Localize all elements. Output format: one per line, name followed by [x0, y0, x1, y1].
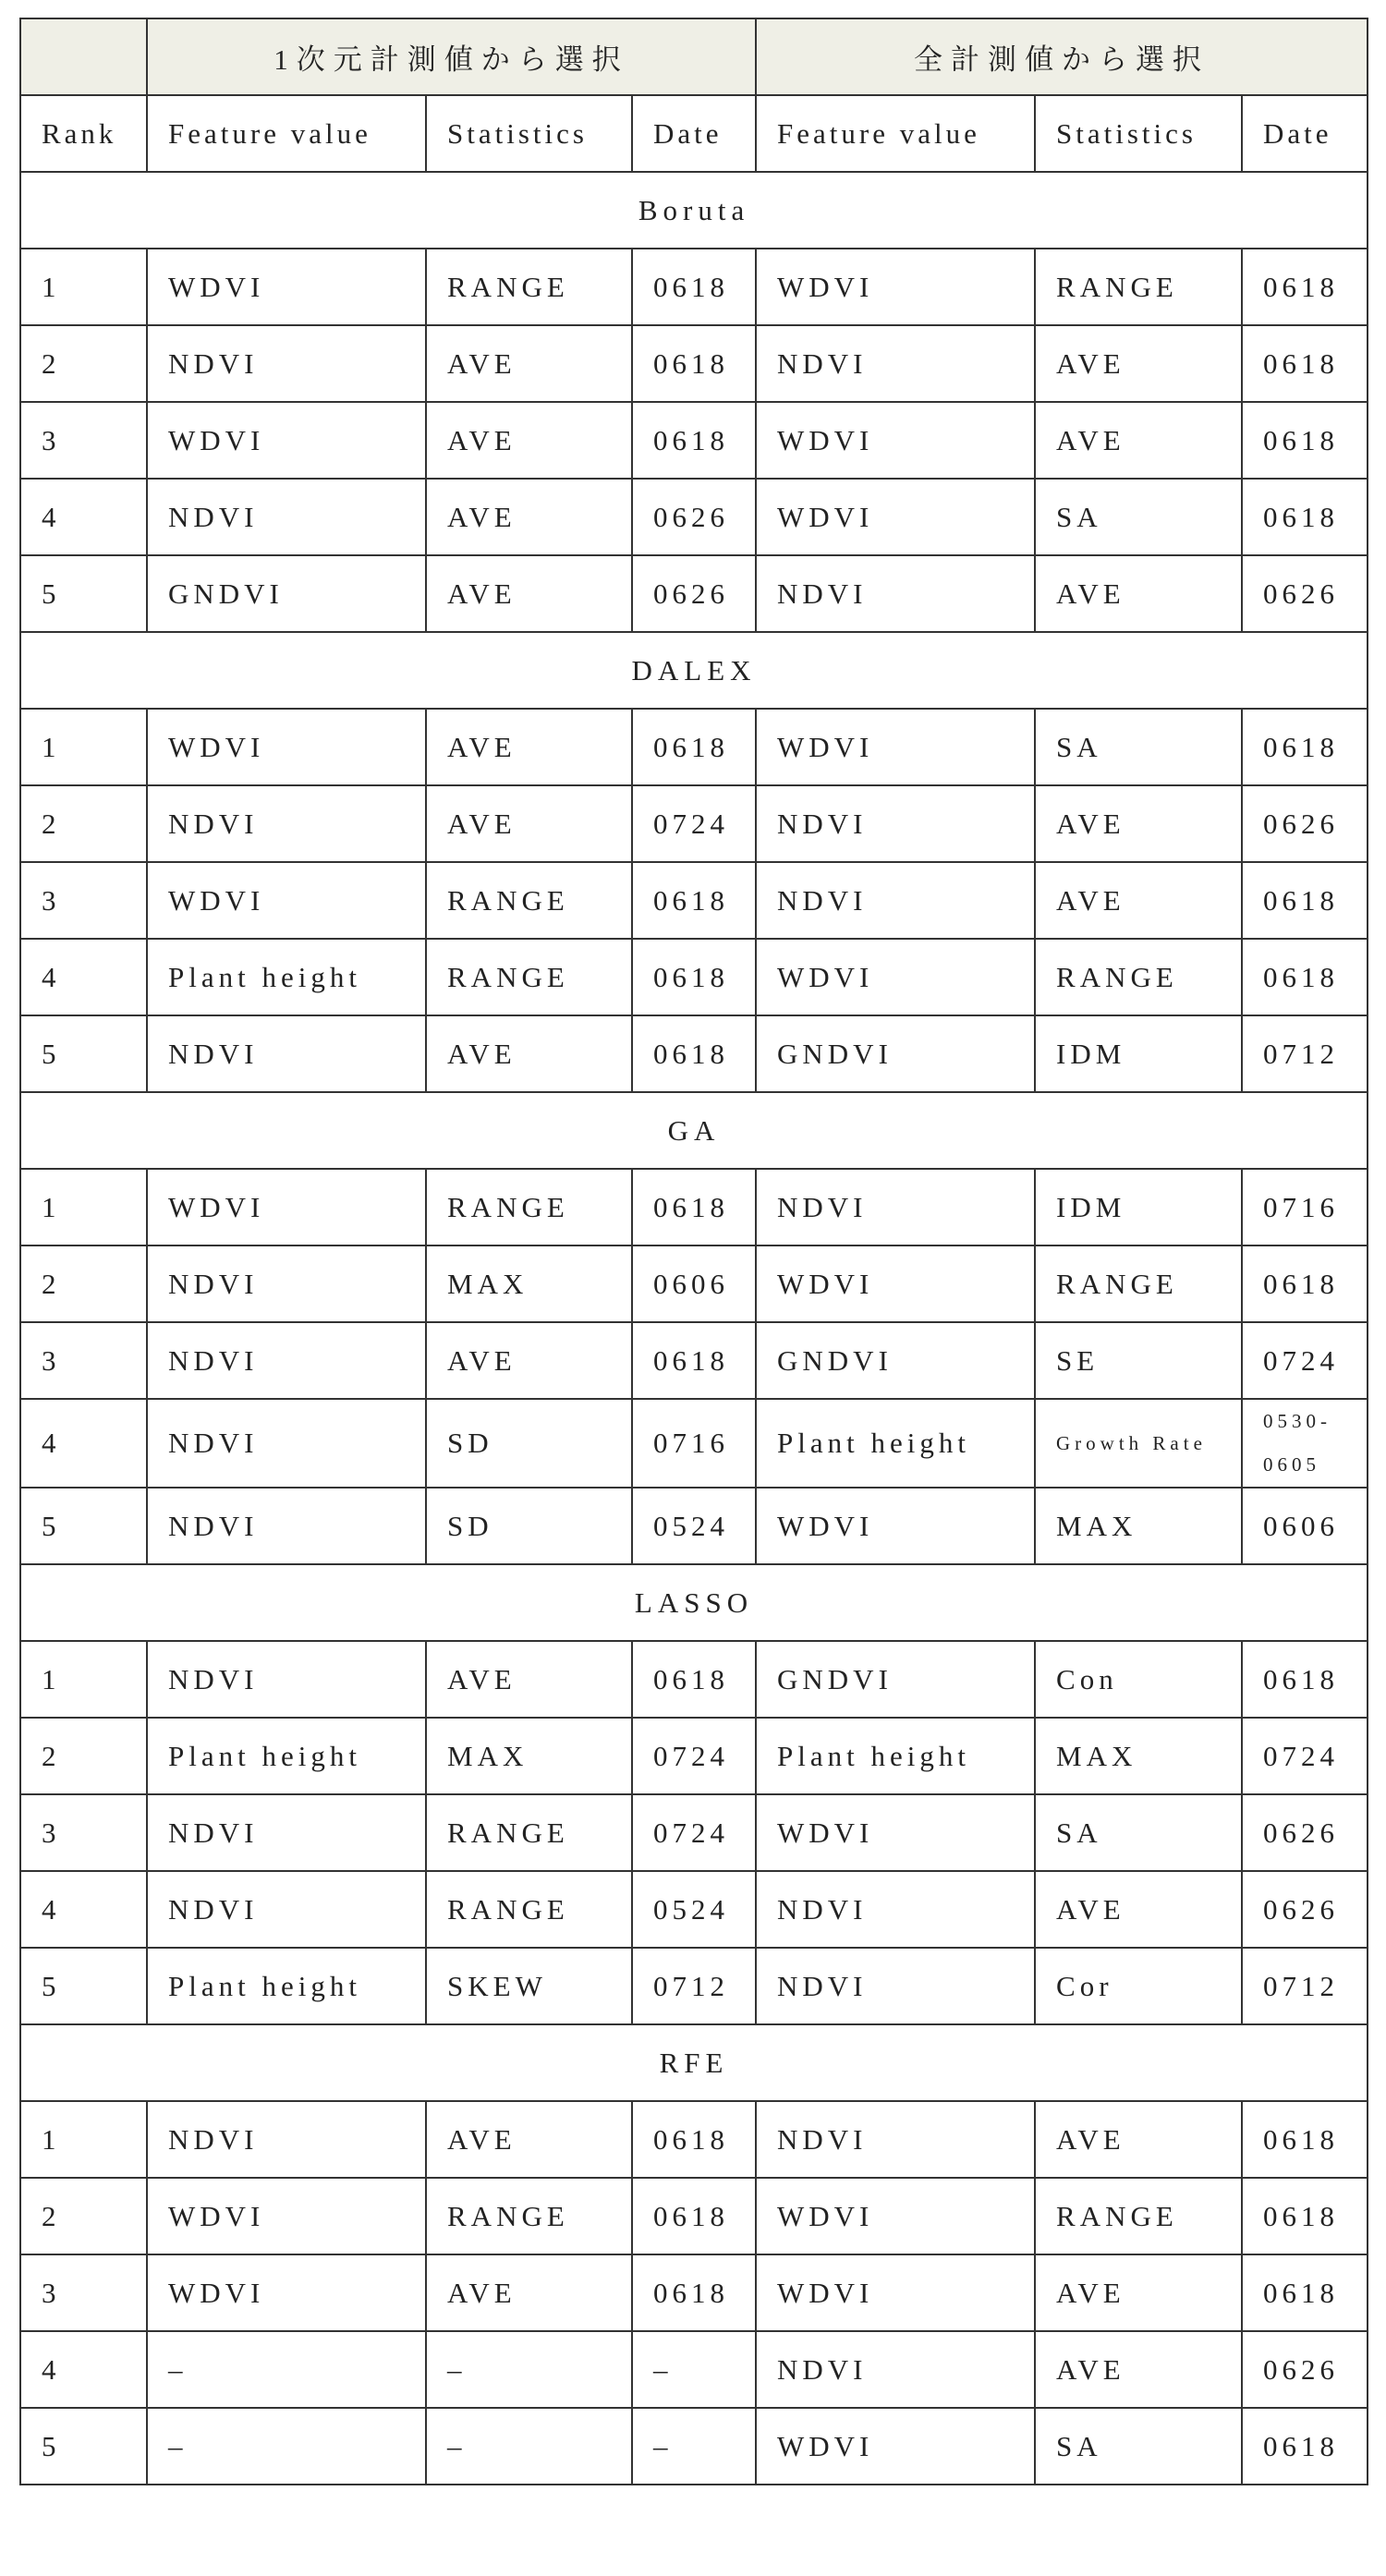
section-title: DALEX	[20, 632, 1368, 709]
feature-cell: WDVI	[147, 862, 426, 939]
feature-cell: Plant height	[756, 1718, 1035, 1794]
date-cell: 0712	[1242, 1015, 1368, 1092]
date-cell: 0724	[632, 785, 756, 862]
feature-cell: GNDVI	[756, 1015, 1035, 1092]
feature-cell: WDVI	[756, 1488, 1035, 1564]
feature-cell: NDVI	[756, 2331, 1035, 2408]
date-cell: 0626	[632, 479, 756, 555]
section-row	[20, 172, 1368, 249]
column-header-feature: Feature value	[147, 95, 426, 172]
date-cell: 0618	[632, 2254, 756, 2331]
date-cell: 0524	[632, 1871, 756, 1948]
statistics-cell: MAX	[1035, 1488, 1242, 1564]
feature-cell: WDVI	[756, 402, 1035, 479]
feature-cell: GNDVI	[756, 1641, 1035, 1718]
feature-cell: WDVI	[147, 709, 426, 785]
column-header-date: Date	[1242, 95, 1368, 172]
date-cell: 0724	[1242, 1322, 1368, 1399]
feature-cell: NDVI	[147, 785, 426, 862]
rank-cell: 2	[20, 1245, 147, 1322]
statistics-cell: AVE	[426, 2254, 632, 2331]
table-row	[20, 2408, 1368, 2485]
feature-cell: Plant height	[147, 1718, 426, 1794]
statistics-cell: MAX	[1035, 1718, 1242, 1794]
table-row	[20, 1015, 1368, 1092]
feature-cell: WDVI	[756, 2408, 1035, 2485]
group-header-all: 全計測値から選択	[756, 18, 1368, 95]
statistics-cell: RANGE	[426, 939, 632, 1015]
date-cell: 0626	[1242, 785, 1368, 862]
table-row	[20, 2178, 1368, 2254]
feature-cell: NDVI	[756, 2101, 1035, 2178]
feature-cell: WDVI	[756, 479, 1035, 555]
feature-cell: Plant height	[147, 1948, 426, 2024]
statistics-cell: AVE	[1035, 325, 1242, 402]
date-cell: 0618	[1242, 402, 1368, 479]
date-cell: 0618	[632, 1169, 756, 1245]
statistics-cell: AVE	[426, 555, 632, 632]
feature-cell: NDVI	[147, 1794, 426, 1871]
statistics-cell: SA	[1035, 479, 1242, 555]
section-title: LASSO	[20, 1564, 1368, 1641]
feature-cell: WDVI	[756, 939, 1035, 1015]
feature-ranking-table	[19, 18, 1368, 2485]
date-cell: 0626	[1242, 2331, 1368, 2408]
rank-cell: 3	[20, 862, 147, 939]
statistics-cell: AVE	[426, 402, 632, 479]
table-row	[20, 2101, 1368, 2178]
statistics-cell: IDM	[1035, 1169, 1242, 1245]
date-cell: –	[632, 2331, 756, 2408]
rank-cell: 1	[20, 2101, 147, 2178]
statistics-cell: RANGE	[426, 1871, 632, 1948]
statistics-cell: –	[426, 2331, 632, 2408]
date-cell: 0618	[1242, 1641, 1368, 1718]
statistics-cell: AVE	[426, 479, 632, 555]
group-header-empty	[20, 18, 147, 95]
section-row	[20, 632, 1368, 709]
feature-cell: WDVI	[147, 402, 426, 479]
feature-cell: NDVI	[147, 325, 426, 402]
date-cell: 0618	[1242, 2178, 1368, 2254]
rank-cell: 5	[20, 555, 147, 632]
feature-cell: WDVI	[756, 249, 1035, 325]
table-row	[20, 1641, 1368, 1718]
statistics-cell: RANGE	[1035, 249, 1242, 325]
date-cell: 0618	[632, 2178, 756, 2254]
statistics-cell: AVE	[1035, 2254, 1242, 2331]
statistics-cell: AVE	[426, 1641, 632, 1718]
statistics-cell: AVE	[1035, 402, 1242, 479]
feature-cell: NDVI	[147, 1322, 426, 1399]
statistics-cell: AVE	[1035, 1871, 1242, 1948]
feature-cell: NDVI	[147, 479, 426, 555]
statistics-cell: SD	[426, 1399, 632, 1488]
statistics-cell: AVE	[1035, 862, 1242, 939]
date-cell: 0618	[632, 2101, 756, 2178]
statistics-cell: MAX	[426, 1245, 632, 1322]
date-cell: 0618	[632, 1015, 756, 1092]
date-cell: –	[632, 2408, 756, 2485]
table-row	[20, 249, 1368, 325]
statistics-cell: RANGE	[426, 1169, 632, 1245]
table-row	[20, 1794, 1368, 1871]
table-row	[20, 1169, 1368, 1245]
feature-cell: NDVI	[756, 1169, 1035, 1245]
feature-cell: NDVI	[147, 1015, 426, 1092]
statistics-cell: RANGE	[426, 2178, 632, 2254]
table-row	[20, 709, 1368, 785]
table-row	[20, 402, 1368, 479]
date-cell: 0618	[632, 862, 756, 939]
feature-cell: NDVI	[147, 2101, 426, 2178]
table-row	[20, 2331, 1368, 2408]
statistics-cell: AVE	[1035, 785, 1242, 862]
date-cell: 0724	[1242, 1718, 1368, 1794]
column-header-statistics: Statistics	[1035, 95, 1242, 172]
statistics-cell: RANGE	[1035, 1245, 1242, 1322]
table-row	[20, 479, 1368, 555]
feature-cell: WDVI	[756, 709, 1035, 785]
feature-cell: NDVI	[756, 862, 1035, 939]
column-header-statistics: Statistics	[426, 95, 632, 172]
rank-cell: 4	[20, 1399, 147, 1488]
date-cell: 0618	[1242, 325, 1368, 402]
feature-cell: WDVI	[147, 2178, 426, 2254]
group-header-row	[20, 18, 1368, 95]
feature-cell: NDVI	[756, 1871, 1035, 1948]
date-cell: 0618	[1242, 939, 1368, 1015]
table-row	[20, 1948, 1368, 2024]
rank-cell: 4	[20, 2331, 147, 2408]
rank-cell: 5	[20, 1948, 147, 2024]
rank-cell: 2	[20, 325, 147, 402]
feature-cell: NDVI	[147, 1641, 426, 1718]
rank-cell: 2	[20, 1718, 147, 1794]
statistics-cell: AVE	[1035, 555, 1242, 632]
rank-cell: 5	[20, 1015, 147, 1092]
rank-cell: 1	[20, 1169, 147, 1245]
statistics-cell: AVE	[1035, 2331, 1242, 2408]
feature-cell: WDVI	[756, 1245, 1035, 1322]
date-cell: 0618	[632, 709, 756, 785]
feature-cell: Plant height	[147, 939, 426, 1015]
date-cell: 0606	[632, 1245, 756, 1322]
date-cell: 0618	[632, 402, 756, 479]
rank-cell: 4	[20, 479, 147, 555]
statistics-cell: Growth Rate	[1035, 1399, 1242, 1488]
rank-cell: 3	[20, 1322, 147, 1399]
rank-cell: 3	[20, 1794, 147, 1871]
feature-cell: WDVI	[756, 1794, 1035, 1871]
feature-cell: GNDVI	[756, 1322, 1035, 1399]
statistics-cell: –	[426, 2408, 632, 2485]
table-row	[20, 555, 1368, 632]
table-row	[20, 1871, 1368, 1948]
feature-cell: NDVI	[756, 1948, 1035, 2024]
date-cell: 0618	[1242, 2101, 1368, 2178]
date-cell: 0618	[1242, 709, 1368, 785]
group-header-1d: 1次元計測値から選択	[147, 18, 756, 95]
date-cell: 0716	[1242, 1169, 1368, 1245]
rank-cell: 5	[20, 2408, 147, 2485]
date-cell: 0712	[632, 1948, 756, 2024]
date-cell: 0618	[1242, 249, 1368, 325]
statistics-cell: AVE	[426, 709, 632, 785]
rank-cell: 4	[20, 1871, 147, 1948]
date-cell: 0712	[1242, 1948, 1368, 2024]
date-cell: 0618	[1242, 862, 1368, 939]
feature-cell: NDVI	[147, 1399, 426, 1488]
statistics-cell: RANGE	[426, 862, 632, 939]
date-cell: 0618	[1242, 1245, 1368, 1322]
table-row	[20, 325, 1368, 402]
statistics-cell: RANGE	[426, 1794, 632, 1871]
feature-cell: GNDVI	[147, 555, 426, 632]
feature-cell: NDVI	[147, 1488, 426, 1564]
feature-cell: WDVI	[147, 2254, 426, 2331]
date-cell: 0618	[632, 1322, 756, 1399]
statistics-cell: AVE	[426, 1322, 632, 1399]
date-cell: 0626	[1242, 1871, 1368, 1948]
table-row	[20, 1488, 1368, 1564]
statistics-cell: SA	[1035, 1794, 1242, 1871]
table-row	[20, 1718, 1368, 1794]
date-cell: 0618	[632, 249, 756, 325]
statistics-cell: Con	[1035, 1641, 1242, 1718]
section-row	[20, 1092, 1368, 1169]
statistics-cell: Cor	[1035, 1948, 1242, 2024]
feature-cell: –	[147, 2408, 426, 2485]
date-cell: 0524	[632, 1488, 756, 1564]
rank-cell: 4	[20, 939, 147, 1015]
date-cell: 0724	[632, 1794, 756, 1871]
statistics-cell: AVE	[426, 2101, 632, 2178]
statistics-cell: RANGE	[426, 249, 632, 325]
table-row	[20, 1322, 1368, 1399]
statistics-cell: SD	[426, 1488, 632, 1564]
date-cell: 0530-0605	[1242, 1399, 1368, 1488]
feature-cell: NDVI	[756, 325, 1035, 402]
rank-cell: 2	[20, 785, 147, 862]
section-title: RFE	[20, 2024, 1368, 2101]
statistics-cell: RANGE	[1035, 939, 1242, 1015]
statistics-cell: SA	[1035, 709, 1242, 785]
rank-cell: 1	[20, 249, 147, 325]
section-row	[20, 2024, 1368, 2101]
rank-cell: 5	[20, 1488, 147, 1564]
date-cell: 0618	[632, 1641, 756, 1718]
statistics-cell: SKEW	[426, 1948, 632, 2024]
statistics-cell: RANGE	[1035, 2178, 1242, 2254]
statistics-cell: MAX	[426, 1718, 632, 1794]
feature-cell: WDVI	[147, 249, 426, 325]
date-cell: 0618	[1242, 2254, 1368, 2331]
table-row	[20, 939, 1368, 1015]
statistics-cell: IDM	[1035, 1015, 1242, 1092]
feature-cell: WDVI	[756, 2178, 1035, 2254]
feature-cell: WDVI	[147, 1169, 426, 1245]
section-title: Boruta	[20, 172, 1368, 249]
column-header-date: Date	[632, 95, 756, 172]
date-cell: 0716	[632, 1399, 756, 1488]
rank-cell: 3	[20, 402, 147, 479]
rank-cell: 3	[20, 2254, 147, 2331]
statistics-cell: AVE	[426, 1015, 632, 1092]
section-title: GA	[20, 1092, 1368, 1169]
column-header-feature: Feature value	[756, 95, 1035, 172]
table-body	[20, 172, 1368, 2485]
table-row	[20, 1245, 1368, 1322]
date-cell: 0626	[632, 555, 756, 632]
column-header-row	[20, 95, 1368, 172]
feature-cell: NDVI	[147, 1245, 426, 1322]
feature-cell: NDVI	[756, 555, 1035, 632]
column-header-rank: Rank	[20, 95, 147, 172]
date-cell: 0606	[1242, 1488, 1368, 1564]
feature-cell: NDVI	[147, 1871, 426, 1948]
statistics-cell: SE	[1035, 1322, 1242, 1399]
date-cell: 0618	[632, 325, 756, 402]
date-cell: 0618	[1242, 479, 1368, 555]
date-cell: 0618	[632, 939, 756, 1015]
table-row	[20, 1399, 1368, 1488]
results-table-container	[19, 18, 1367, 2485]
table-row	[20, 2254, 1368, 2331]
statistics-cell: AVE	[1035, 2101, 1242, 2178]
rank-cell: 1	[20, 709, 147, 785]
feature-cell: Plant height	[756, 1399, 1035, 1488]
table-row	[20, 785, 1368, 862]
feature-cell: NDVI	[756, 785, 1035, 862]
statistics-cell: SA	[1035, 2408, 1242, 2485]
date-cell: 0626	[1242, 555, 1368, 632]
feature-cell: WDVI	[756, 2254, 1035, 2331]
date-cell: 0724	[632, 1718, 756, 1794]
section-row	[20, 1564, 1368, 1641]
date-cell: 0626	[1242, 1794, 1368, 1871]
feature-cell: –	[147, 2331, 426, 2408]
table-row	[20, 862, 1368, 939]
rank-cell: 2	[20, 2178, 147, 2254]
rank-cell: 1	[20, 1641, 147, 1718]
statistics-cell: AVE	[426, 325, 632, 402]
statistics-cell: AVE	[426, 785, 632, 862]
date-cell: 0618	[1242, 2408, 1368, 2485]
